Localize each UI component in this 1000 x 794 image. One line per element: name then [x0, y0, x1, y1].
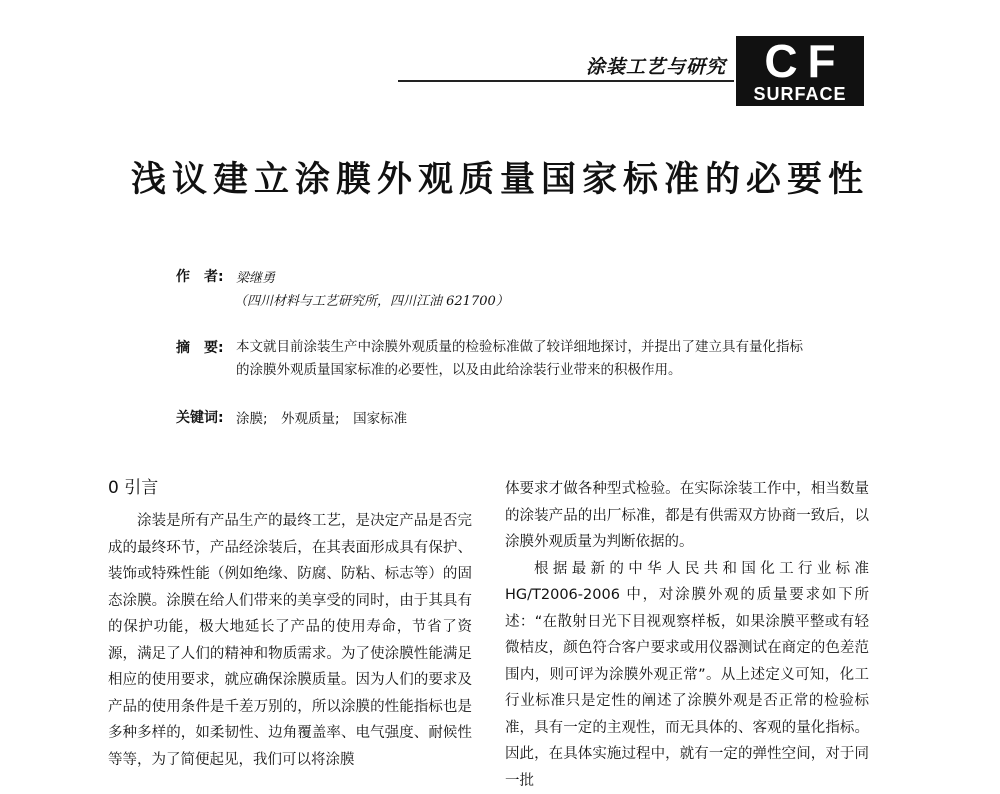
- header-rule: [398, 80, 734, 82]
- keywords-label: 关键词:: [176, 407, 224, 427]
- section-heading-introduction: 0 引言: [108, 476, 472, 500]
- logo-surface-text: SURFACE: [736, 84, 864, 104]
- right-paragraph-standard: 根据最新的中华人民共和国化工行业标准 HG/T2006-2006 中，对涂膜外观的质量要求如下所述：“在散射日光下目视观察样板，如果涂膜平整或有轻微桔皮，颜色符合客户要求或用仪器测试在商定的色差范围内，则可评为涂膜外观正常”。从上述定义可知，化工行业标准只是定性的阐述了涂膜外观是否正常的检验标准，具有一定的主观性，而无具体的、客观的量化指标。因此，在具体实施过程中，就有一定的弹性空间，对于同一批: [505, 556, 869, 794]
- article-title: 浅议建立涂膜外观质量国家标准的必要性: [0, 152, 1000, 202]
- author-affiliation: （四川材料与工艺研究所，四川江油 621700）: [234, 290, 509, 309]
- abstract-text: 本文就目前涂装生产中涂膜外观质量的检验标准做了较详细地探讨，并提出了建立具有量化指标的涂膜外观质量国家标准的必要性，以及由此给涂装行业带来的积极作用。: [236, 336, 816, 382]
- section-label: 涂装工艺与研究: [556, 52, 726, 79]
- cf-surface-logo: [736, 36, 864, 106]
- logo-cf-text: CF: [736, 36, 864, 84]
- body-column-right: [505, 476, 869, 794]
- author-label: 作 者:: [176, 266, 224, 286]
- body-column-left: [108, 476, 472, 773]
- keywords-text: 涂膜; 外观质量; 国家标准: [236, 407, 407, 427]
- abstract-label: 摘 要:: [176, 337, 224, 357]
- author-name: 梁继勇: [236, 267, 275, 286]
- intro-paragraph: 涂装是所有产品生产的最终工艺，是决定产品是否完成的最终环节，产品经涂装后，在其表面形成具有保护、装饰或特殊性能（例如绝缘、防腐、防粘、标志等）的固态涂膜。涂膜在给人们带来的美享受的同时，由于其具有的保护功能，极大地延长了产品的使用寿命，节省了资源，满足了人们的精神和物质需求。为了使涂膜性能满足相应的使用要求，就应确保涂膜质量。因为人们的要求及产品的使用条件是千差万别的，所以涂膜的性能指标也是多种多样的，如柔韧性、边角覆盖率、电气强度、耐候性等等，为了简便起见，我们可以将涂膜: [108, 508, 472, 773]
- right-paragraph-continued: 体要求才做各种型式检验。在实际涂装工作中，相当数量的涂装产品的出厂标准，都是有供需双方协商一致后，以涂膜外观质量为判断依据的。: [505, 476, 869, 556]
